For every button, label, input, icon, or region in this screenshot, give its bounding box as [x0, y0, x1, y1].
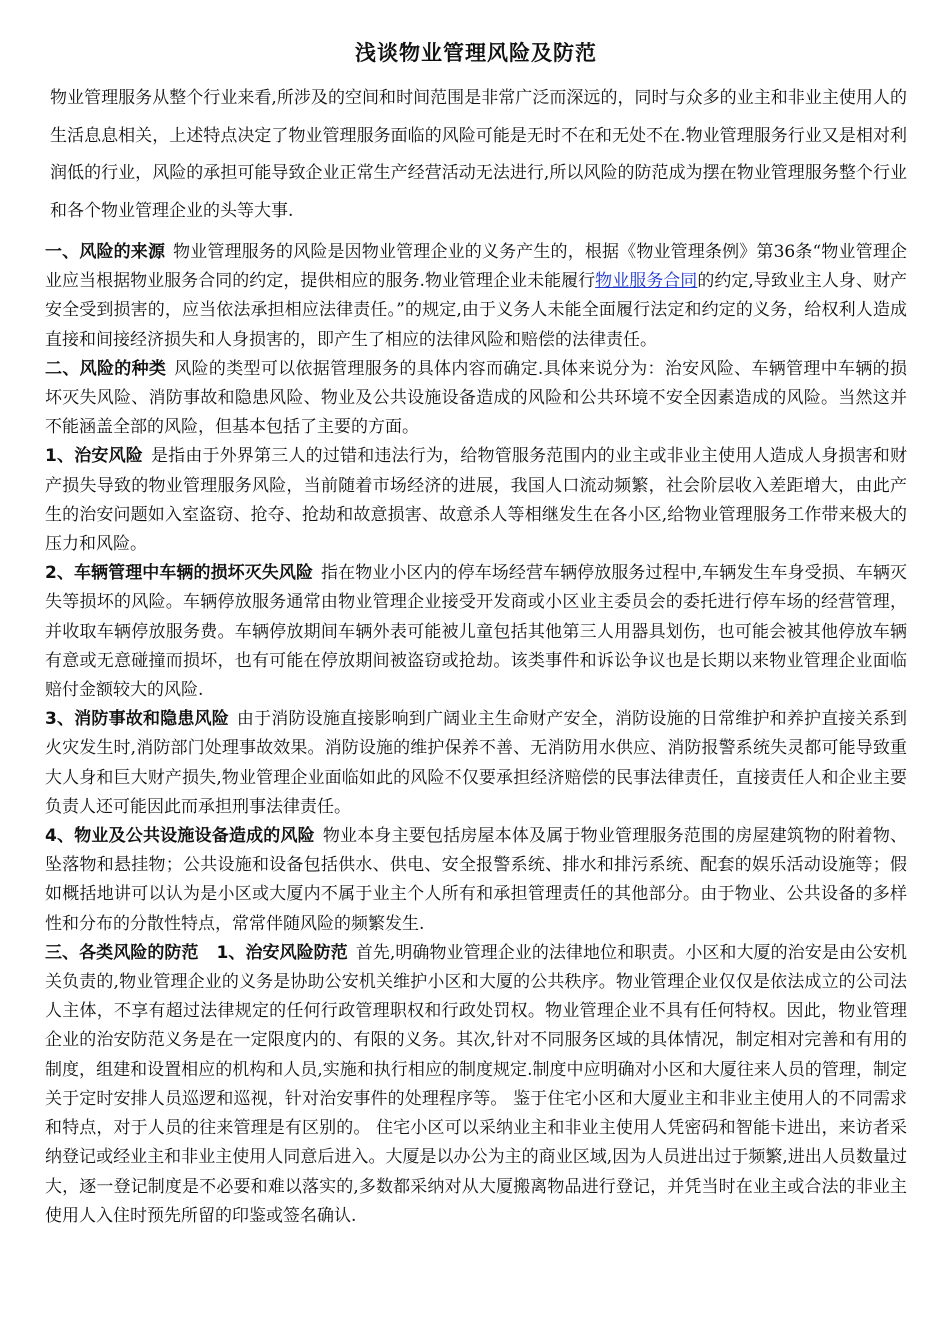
section-facility-risk [45, 822, 907, 939]
section-heading: 2、车辆管理中车辆的损坏灭失风险 [45, 563, 314, 584]
document-page [45, 38, 907, 1231]
section-risk-source [45, 238, 907, 355]
section-text: 物业管理服务的风险是因物业管理企业的义务产生的，根据《物业管理条例》第36条“物业管理企业应当根据物业服务合同的约定，提供相应的服务.物业管理企业未能履行 [45, 242, 908, 292]
section-text: 是指由于外界第三人的过错和违法行为，给物管服务范围内的业主或非业主使用人造成人身损害和财产损失导致的物业管理服务风险，当前随着市场经济的进展，我国人口流动频繁，社会阶层收入差距增大，由此产生的治安问题如入室盗窃、抢夺、抢劫和故意损害、故意杀人等相继发生在各小区,给物业管理服务工作带来极大的压力和风险。 [45, 446, 907, 555]
section-vehicle-risk [45, 559, 907, 705]
section-text: 指在物业小区内的停车场经营车辆停放服务过程中,车辆发生车身受损、车辆灭失等损坏的风险。车辆停放服务通常由物业管理企业接受开发商或小区业主委员会的委托进行停车场的经营管理，并收取车辆停放服务费。车辆停放期间车辆外表可能被儿童包括其他第三人用器具划伤，也可能会被其他停放车辆有意或无意碰撞而损坏，也有可能在停放期间被盗窃或抢劫。该类事件和诉讼争议也是长期以来物业管理企业面临赔付金额较大的风险. [45, 563, 908, 701]
contract-link[interactable]: 物业服务合同 [595, 271, 698, 292]
section-text: 的约定,导致业主人身、财产安全受到损害的，应当依法承担相应法律责任。”的规定,由于义务人未能全面履行法定和约定的义务，给权利人造成直接和间接经济损失和人身损害的，即产生了相应的法律风险和赔偿的法律责任。 [45, 271, 907, 350]
section-heading: 3、消防事故和隐患风险 [45, 709, 229, 730]
section-text: 风险的类型可以依据管理服务的具体内容而确定.具体来说分为：治安风险、车辆管理中车辆的损坏灭失风险、消防事故和隐患风险、物业及公共设施设备造成的风险和公共环境不安全因素造成的风险。当然这并不能涵盖全部的风险，但基本包括了主要的方面。 [45, 358, 908, 438]
section-risk-types [45, 355, 907, 443]
section-text: 首先,明确物业管理企业的法律地位和职责。小区和大厦的治安是由公安机关负责的,物业管理企业的义务是协助公安机关维护小区和大厦的公共秩序。物业管理企业仅仅是依法成立的公司法人主体，不享有超过法律规定的任何行政管理职权和行政处罚权。物业管理企业不具有任何特权。因此，物业管理企业的治安防范义务是在一定限度内的、有限的义务。其次,针对不同服务区域的具体情况，制定相对完善和有用的制度，组建和设置相应的机构和人员,实施和执行相应的制度规定.制度中应明确对小区和大厦往来人员的管理，制定关于定时安排人员巡逻和巡视，针对治安事件的处理程序等。 鉴于住宅小区和大厦业主和非业主使用人的不同需求和特点，对于人员的往来管理是有区别的。 住宅小区可以采纳业主和非业主使用人凭密码和智能卡进出，来访者采纳登记或经业主和非业主使用人同意后进入。大厦是以办公为主的商业区域,因为人员进出过于频繁,进出人员数量过大，逐一登记制度是不必要和难以落实的,多数都采纳对从大厦搬离物品进行登记，并凭当时在业主或合法的非业主使用人入住时预先所留的印鉴或签名确认. [45, 942, 907, 1226]
subsection-heading: 1、治安风险防范 [216, 942, 348, 963]
section-heading: 一、风险的来源 [45, 242, 166, 262]
section-heading: 4、物业及公共设施设备造成的风险 [45, 826, 315, 847]
section-security-risk [45, 442, 907, 559]
document-title: 浅谈物业管理风险及防范 [355, 41, 597, 65]
intro-paragraph: 物业管理服务从整个行业来看,所涉及的空间和时间范围是非常广泛而深远的，同时与众多的业主和非业主使用人的生活息息相关，上述特点决定了物业管理服务面临的风险可能是无时不在和无处不在.物业管理服务行业又是相对利润低的行业，风险的承担可能导致企业正常生产经营活动无法进行,所以风险的防范成为摆在物业管理服务整个行业和各个物业管理企业的头等大事. [50, 88, 907, 221]
section-heading: 二、风险的种类 [45, 358, 167, 379]
section-heading: 三、各类风险的防范 [45, 942, 199, 963]
section-text: 由于消防设施直接影响到广阔业主生命财产安全，消防设施的日常维护和养护直接关系到火灾发生时,消防部门处理事故效果。消防设施的维护保养不善、无消防用水供应、消防报警系统失灵都可能导致重大人身和巨大财产损失,物业管理企业面临如此的风险不仅要承担经济赔偿的民事法律责任，直接责任人和企业主要负责人还可能因此而承担刑事法律责任。 [45, 709, 907, 817]
section-fire-risk [45, 705, 907, 822]
section-risk-prevention [45, 939, 907, 1231]
section-text: 物业本身主要包括房屋本体及属于物业管理服务范围的房屋建筑物的附着物、坠落物和悬挂物；公共设施和设备包括供水、供电、安全报警系统、排水和排污系统、配套的娱乐活动设施等；假如概括地讲可以认为是小区或大厦内不属于业主个人所有和承担管理责任的其他部分。由于物业、公共设备的多样性和分布的分散性特点，常常伴随风险的频繁发生. [45, 826, 908, 934]
section-heading: 1、治安风险 [45, 446, 143, 467]
